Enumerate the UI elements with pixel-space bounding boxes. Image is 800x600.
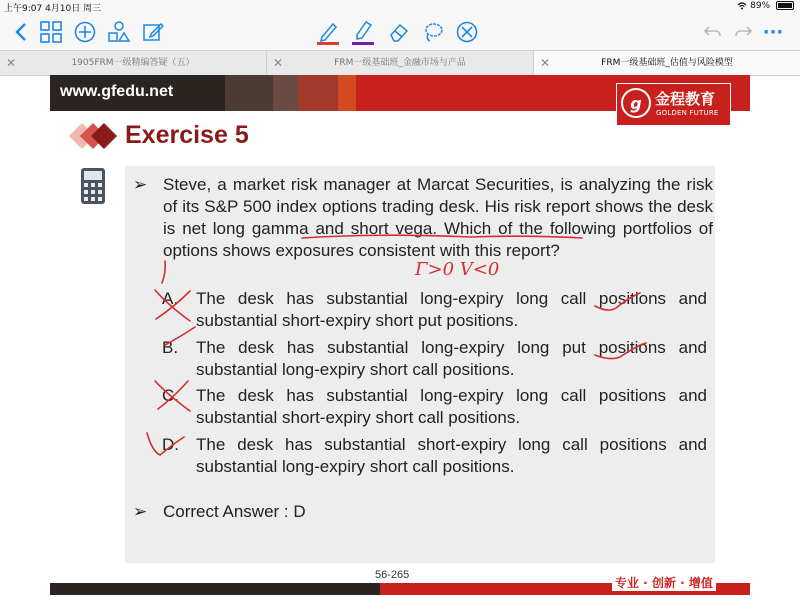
option-letter: B.: [162, 338, 179, 357]
logo-chinese-name: 金程教育: [655, 90, 716, 108]
question-stem: [133, 174, 713, 262]
edit-icon[interactable]: [140, 20, 166, 44]
close-tab-icon[interactable]: ✕: [6, 56, 17, 70]
lasso-icon[interactable]: [420, 20, 446, 44]
slide-page: [50, 75, 750, 595]
calculator-icon: [80, 167, 106, 209]
handwritten-greeks: Γ>0 V<0: [415, 259, 500, 280]
option-letter: D.: [162, 435, 179, 454]
tab-valuation-risk[interactable]: [534, 51, 800, 75]
tab-label: FRM一级基础班_估值与风险模型: [601, 58, 733, 68]
document-tabs: [0, 50, 800, 76]
toolbar: [0, 14, 800, 50]
redo-icon[interactable]: [730, 20, 756, 44]
slogan: 专业 · 创新 · 增值: [612, 574, 716, 591]
option-a: [162, 288, 707, 332]
question-box: [125, 166, 715, 563]
close-circle-icon[interactable]: [454, 20, 480, 44]
option-text: The desk has substantial long-expiry long call positions and substantial short-expiry short call positions.: [196, 386, 707, 427]
option-b: [162, 337, 707, 381]
tab-label: FRM一级基础班_金融市场与产品: [334, 58, 466, 68]
diamond-title-icon: [68, 121, 124, 155]
brand-logo: [616, 83, 731, 126]
option-d: [162, 434, 707, 478]
logo-english-name: GOLDEN FUTURE: [656, 109, 719, 117]
option-text: The desk has substantial long-expiry long call positions and substantial short-expiry short put positions.: [196, 289, 707, 330]
option-letter: A.: [162, 289, 179, 308]
option-text: The desk has substantial short-expiry long call positions and substantial long-expiry short call positions.: [196, 435, 707, 476]
grid-icon[interactable]: [38, 20, 64, 44]
correct-answer: [133, 502, 306, 522]
arrow-bullet-icon: ➢: [133, 175, 148, 194]
shapes-icon[interactable]: [106, 20, 132, 44]
option-text: The desk has substantial long-expiry long put positions and substantial long-expiry short call positions.: [196, 338, 707, 379]
close-tab-icon[interactable]: ✕: [540, 56, 551, 70]
undo-icon[interactable]: [700, 20, 726, 44]
page-number: 56-265: [375, 569, 410, 581]
more-icon[interactable]: ···: [762, 21, 784, 43]
answer-text: Correct Answer : D: [163, 502, 306, 521]
tab-1905frm[interactable]: [0, 51, 267, 75]
status-time-date: 上午9:07 4月10日 周三: [4, 4, 102, 14]
site-url: www.gfedu.net: [60, 83, 174, 100]
slide-title: Exercise 5: [125, 121, 249, 149]
battery-icon: [776, 1, 794, 10]
highlighter-icon[interactable]: [350, 20, 376, 44]
add-icon[interactable]: [72, 20, 98, 44]
eraser-icon[interactable]: [386, 20, 412, 44]
wifi-icon: [737, 1, 750, 11]
option-letter: C.: [162, 386, 179, 405]
status-bar: [0, 0, 800, 14]
status-right: [737, 1, 794, 11]
tab-label: 1905FRM一级精编答疑（五）: [71, 58, 195, 68]
arrow-bullet-icon: ➢: [133, 502, 148, 521]
pen-icon[interactable]: [315, 20, 341, 44]
option-c: [162, 385, 707, 429]
back-icon[interactable]: [8, 20, 34, 44]
battery-percent: 89%: [750, 1, 771, 11]
logo-seal: g: [621, 88, 651, 118]
tab-markets-products[interactable]: [267, 51, 534, 75]
question-text: Steve, a market risk manager at Marcat Securities, is analyzing the risk of its S&P 500 index options trading desk. His risk report shows the desk is net long gamma and short vega. Which of the following portfolios of options shows exposures consistent with this report?: [163, 175, 713, 260]
close-tab-icon[interactable]: ✕: [273, 56, 284, 70]
